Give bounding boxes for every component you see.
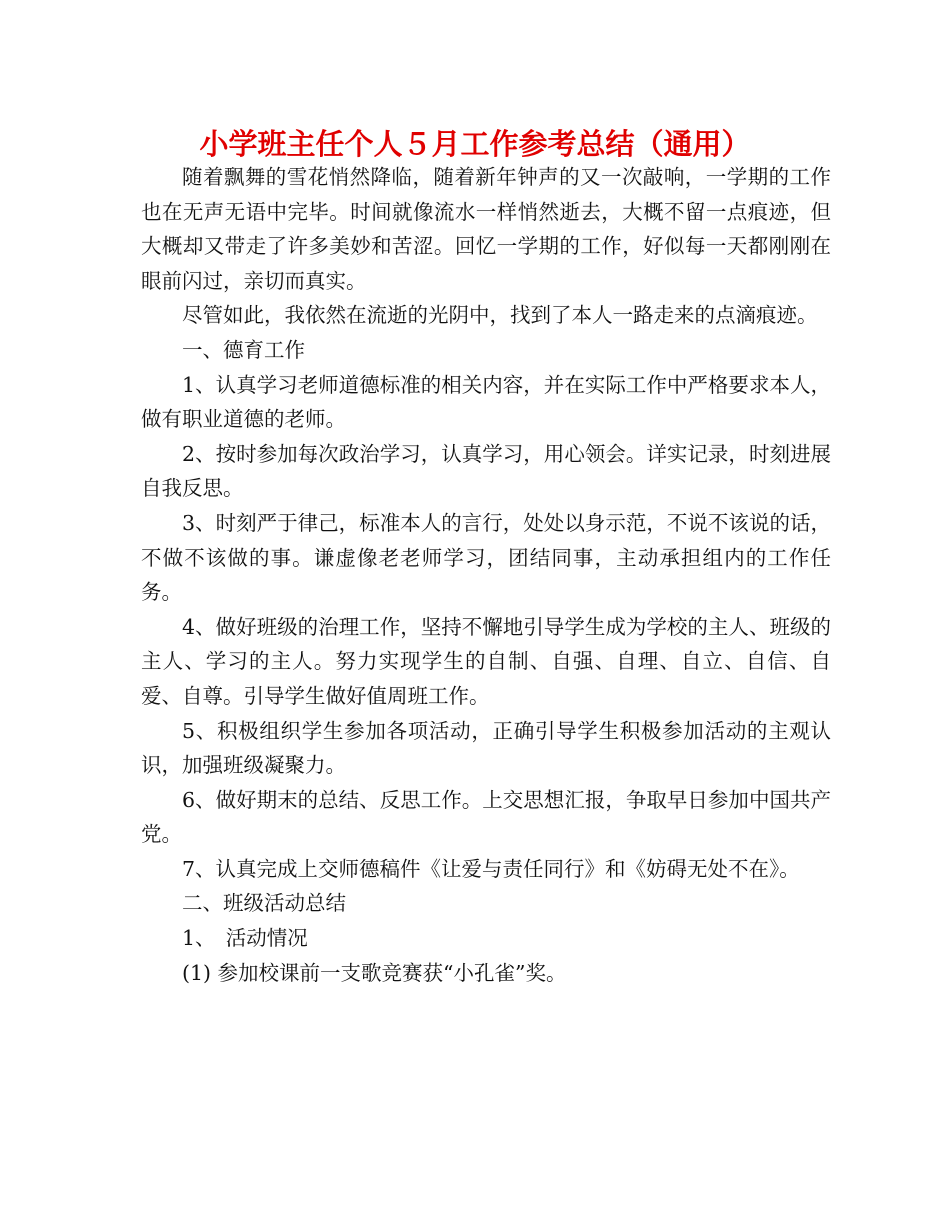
paragraph-item-4: 4、做好班级的治理工作，坚持不懈地引导学生成为学校的主人、班级的主人、学习的主人。努力实现学生的自制、自强、自理、自立、自信、自爱、自尊。引导学生做好值周班工作。 [141, 614, 831, 708]
section-heading-activities: 二、班级活动总结 [182, 891, 346, 916]
paragraph-item-5: 5、积极组织学生参加各项活动，正确引导学生积极参加活动的主观认识，加强班级凝聚力。 [141, 718, 831, 778]
subheading-activity-status: 1、 活动情况 [182, 926, 308, 951]
document-body [141, 160, 831, 990]
document-title: 小学班主任个人５月工作参考总结（通用） [199, 127, 751, 161]
section-heading-moral: 一、德育工作 [182, 337, 305, 362]
paragraph-item-6: 6、做好期末的总结、反思工作。上交思想汇报，争取早日参加中国共产党。 [141, 787, 831, 847]
paragraph-reflection: 尽管如此，我依然在流逝的光阴中，找到了本人一路走来的点滴痕迹。 [182, 303, 818, 328]
paragraph-activity-1: (1) 参加校课前一支歌竞赛获“小孔雀”奖。 [182, 960, 567, 985]
paragraph-item-7: 7、认真完成上交师德稿件《让爱与责任同行》和《妨碍无处不在》。 [182, 856, 800, 881]
paragraph-item-1: 1、认真学习老师道德标准的相关内容，并在实际工作中严格要求本人，做有职业道德的老师。 [141, 372, 831, 432]
paragraph-intro: 随着飘舞的雪花悄然降临，随着新年钟声的又一次敲响，一学期的工作也在无声无语中完毕。时间就像流水一样悄然逝去，大概不留一点痕迹，但大概却又带走了许多美妙和苦涩。回忆一学期的工作，好似每一天都刚刚在眼前闪过，亲切而真实。 [141, 165, 831, 293]
paragraph-item-3: 3、时刻严于律己，标准本人的言行，处处以身示范，不说不该说的话，不做不该做的事。谦虚像老老师学习，团结同事，主动承担组内的工作任务。 [141, 510, 831, 605]
paragraph-item-2: 2、按时参加每次政治学习，认真学习，用心领会。详实记录，时刻进展自我反思。 [141, 441, 831, 501]
